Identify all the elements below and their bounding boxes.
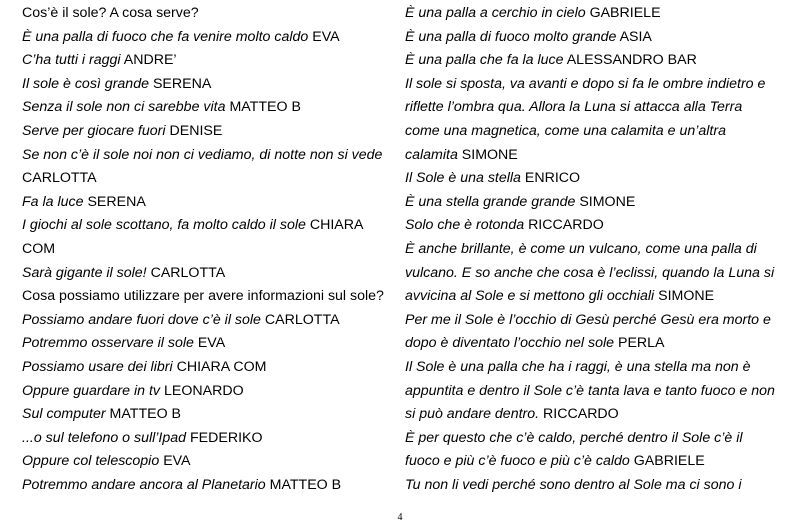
right-column: [405, 2, 790, 497]
text-line: [22, 285, 394, 309]
text-line: [405, 309, 790, 333]
text-line: [405, 285, 790, 309]
child-name: ANDRE’: [123, 52, 177, 69]
child-name: CARLOTTA: [22, 170, 97, 187]
text-line: [22, 403, 394, 427]
answer-text: È una palla che fa la luce: [405, 52, 564, 69]
answer-text: riflette l’ombra qua. Allora la Luna si attacca alla Terra: [405, 99, 743, 116]
answer-text: Potremmo andare ancora al Planetario: [22, 476, 266, 493]
answer-text: Possiamo usare dei libri: [22, 358, 173, 375]
answer-text: Fa la luce: [22, 193, 84, 210]
text-line: [22, 144, 394, 168]
text-line: [405, 474, 790, 498]
answer-text: Il sole si sposta, va avanti e dopo si fa le ombre indietro e: [405, 75, 766, 92]
child-name: SERENA: [87, 193, 146, 210]
question-text: Cosa possiamo utilizzare per avere informazioni sul sole?: [22, 288, 384, 305]
text-line: [22, 96, 394, 120]
child-name: LEONARDO: [163, 382, 244, 399]
child-name: MATTEO B: [109, 406, 182, 423]
text-line: [22, 427, 394, 451]
text-line: [405, 191, 790, 215]
question-text: Cos’è il sole? A cosa serve?: [22, 5, 199, 21]
answer-text: È una palla a cerchio in cielo: [405, 5, 586, 21]
text-line: [405, 120, 790, 144]
child-name: GABRIELE: [633, 453, 705, 470]
answer-text: avvicina al Sole e si mettono gli occhiali: [405, 288, 655, 305]
child-name: GABRIELE: [589, 5, 661, 21]
text-line: [22, 49, 394, 73]
answer-text: È per questo che c’è caldo, perché dentro il Sole c’è il: [405, 429, 743, 446]
answer-text: Solo che è rotonda: [405, 217, 525, 234]
child-name: RICCARDO: [528, 217, 604, 234]
text-line: [405, 262, 790, 286]
answer-text: calamita: [405, 146, 458, 163]
answer-text: Il Sole è una stella: [405, 170, 521, 187]
answer-text: Serve per giocare fuori: [22, 122, 166, 139]
text-line: [22, 262, 394, 286]
text-line: [22, 238, 394, 262]
text-line: [22, 2, 394, 26]
text-line: [405, 26, 790, 50]
child-name: EVA: [197, 335, 226, 352]
child-name: CHIARA COM: [176, 358, 267, 375]
text-line: [405, 356, 790, 380]
child-name: COM: [22, 240, 56, 257]
answer-text: vulcano. E so anche che cosa è l’eclissi, quando la Luna si: [405, 264, 775, 281]
text-line: [22, 309, 394, 333]
text-line: [405, 427, 790, 451]
answer-text: Se non c’è il sole noi non ci vediamo, di notte non si vede: [22, 146, 383, 163]
text-line: [22, 120, 394, 144]
answer-text: È una palla di fuoco molto grande: [405, 28, 617, 45]
text-line: [22, 332, 394, 356]
answer-text: Il Sole è una palla che ha i raggi, è una stella ma non è: [405, 358, 751, 375]
answer-text: Sarà gigante il sole!: [22, 264, 147, 281]
child-name: CARLOTTA: [264, 311, 340, 328]
text-line: [22, 450, 394, 474]
text-line: [405, 450, 790, 474]
answer-text: C’ha tutti i raggi: [22, 52, 121, 69]
answer-text: Possiamo andare fuori dove c’è il sole: [22, 311, 261, 328]
answer-text: È una palla di fuoco che fa venire molto caldo: [22, 28, 309, 45]
child-name: RICCARDO: [543, 406, 619, 423]
answer-text: Sul computer: [22, 406, 106, 423]
text-line: [22, 356, 394, 380]
child-name: EVA: [163, 453, 191, 470]
text-line: [22, 474, 394, 498]
child-name: ASIA: [619, 28, 652, 45]
left-column: [22, 2, 394, 497]
answer-text: È una stella grande grande: [405, 193, 576, 210]
page-number: 4: [397, 512, 403, 523]
answer-text: Senza il sole non ci sarebbe vita: [22, 99, 226, 116]
answer-text: appuntita e dentro il Sole c’è tanta lava e tanto fuoco e non: [405, 382, 775, 399]
answer-text: Per me il Sole è l’occhio di Gesù perché Gesù era morto e: [405, 311, 771, 328]
text-line: [405, 2, 790, 26]
answer-text: si può andare dentro.: [405, 406, 540, 423]
text-line: [405, 214, 790, 238]
child-name: EVA: [312, 28, 340, 45]
text-line: [22, 73, 394, 97]
child-name: ENRICO: [524, 170, 581, 187]
answer-text: I giochi al sole scottano, fa molto caldo il sole: [22, 217, 306, 234]
text-line: [405, 403, 790, 427]
text-line: [405, 380, 790, 404]
text-line: [22, 214, 394, 238]
text-line: [405, 238, 790, 262]
answer-text: dopo è diventato l’occhio nel sole: [405, 335, 615, 352]
child-name: SIMONE: [579, 193, 636, 210]
text-line: [405, 73, 790, 97]
text-line: [22, 26, 394, 50]
child-name: ALESSANDRO BAR: [566, 52, 697, 69]
answer-text: Potremmo osservare il sole: [22, 335, 194, 352]
answer-text: Oppure guardare in tv: [22, 382, 161, 399]
child-name: SERENA: [152, 75, 212, 92]
text-line: [22, 380, 394, 404]
child-name: CARLOTTA: [150, 264, 226, 281]
answer-text: fuoco e più c’è fuoco e più c’è caldo: [405, 453, 630, 470]
text-line: [405, 332, 790, 356]
text-line: [405, 167, 790, 191]
text-line: [405, 49, 790, 73]
child-name: FEDERIKO: [190, 429, 263, 446]
answer-text: ...o sul telefono o sull’Ipad: [22, 429, 187, 446]
child-name: CHIARA: [309, 217, 364, 234]
answer-text: Il sole è così grande: [22, 75, 149, 92]
text-line: [405, 96, 790, 120]
child-name: PERLA: [617, 335, 665, 352]
text-line: [22, 167, 394, 191]
answer-text: Tu non li vedi perché sono dentro al Sole ma ci sono i: [405, 476, 742, 493]
child-name: SIMONE: [461, 146, 518, 163]
child-name: MATTEO B: [269, 476, 342, 493]
text-line: [405, 144, 790, 168]
child-name: MATTEO B: [229, 99, 301, 116]
text-line: [22, 191, 394, 215]
answer-text: Oppure col telescopio: [22, 453, 160, 470]
child-name: DENISE: [169, 122, 223, 139]
child-name: SIMONE: [658, 288, 715, 305]
answer-text: come una magnetica, come una calamita e un’altra: [405, 122, 726, 139]
answer-text: È anche brillante, è come un vulcano, come una palla di: [405, 240, 757, 257]
